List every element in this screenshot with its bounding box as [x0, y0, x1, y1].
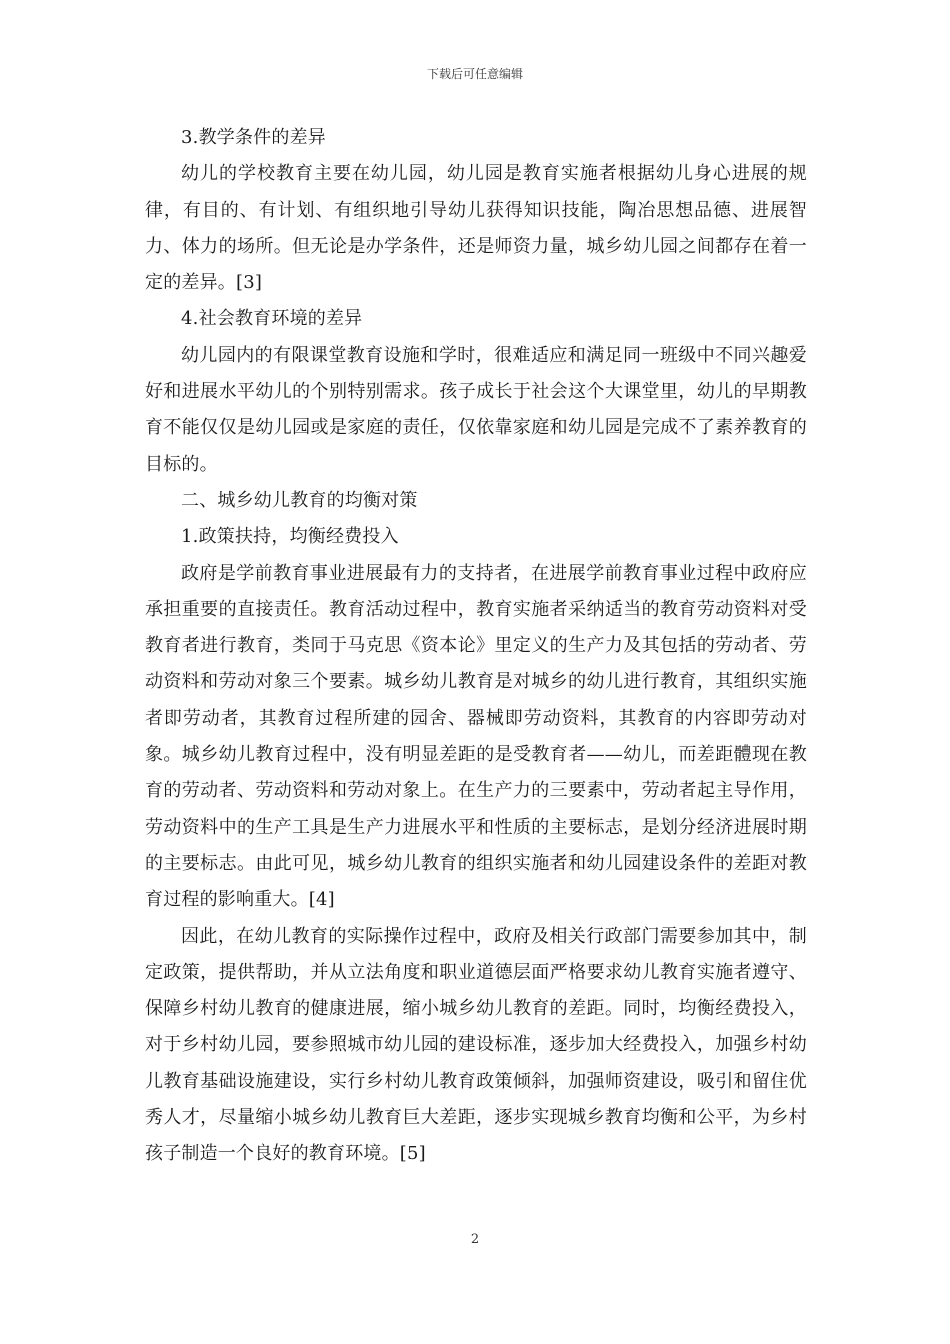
- body-paragraph: 政府是学前教育事业进展最有力的支持者，在进展学前教育事业过程中政府应承担重要的直接责任。教育活动过程中，教育实施者采纳适当的教育劳动资料对受教育者进行教育，类同于马克思《资本论》里定义的生产力及其包括的劳动者、劳动资料和劳动对象三个要素。城乡幼儿教育是对城乡的幼儿进行教育，其组织实施者即劳动者，其教育过程所建的园舍、器械即劳动资料，其教育的内容即劳动对象。城乡幼儿教育过程中，没有明显差距的是受教育者——幼儿，而差距體现在教育的劳动者、劳动资料和劳动对象上。在生产力的三要素中，劳动者起主导作用，劳动资料中的生产工具是生产力进展水平和性质的主要标志，是划分经济进展时期的主要标志。由此可见，城乡幼儿教育的组织实施者和幼儿园建设条件的差距对教育过程的影响重大。[4]: [145, 562, 807, 911]
- subsection-heading-teaching-conditions: 3.教学条件的差异: [181, 127, 326, 148]
- body-paragraph: 幼儿的学校教育主要在幼儿园，幼儿园是教育实施者根据幼儿身心进展的规律，有目的、有计划、有组织地引导幼儿获得知识技能，陶冶思想品德、进展智力、体力的场所。但无论是办学条件，还是师资力量，城乡幼儿园之间都存在着一定的差异。[3]: [145, 163, 807, 294]
- subsection-heading-social-environment: 4.社会教育环境的差异: [181, 308, 363, 330]
- document-body: [145, 120, 807, 1173]
- page-number: 2: [470, 1232, 480, 1247]
- body-paragraph: 幼儿园内的有限课堂教育设施和学时，很难适应和满足同一班级中不同兴趣爱好和进展水平幼儿的个别特别需求。孩子成长于社会这个大课堂里，幼儿的早期教育不能仅仅是幼儿园或是家庭的责任，仅依靠家庭和幼儿园是完成不了素养教育的目标的。: [145, 344, 807, 475]
- page-header: 下载后可任意编辑: [426, 67, 523, 81]
- section-heading-balancing-measures: 二、城乡幼儿教育的均衡对策: [181, 489, 418, 511]
- body-paragraph: 因此，在幼儿教育的实际操作过程中，政府及相关行政部门需要参加其中，制定政策，提供帮助，并从立法角度和职业道德层面严格要求幼儿教育实施者遵守、保障乡村幼儿教育的健康进展，缩小城乡幼儿教育的差距。同时，均衡经费投入，对于乡村幼儿园，要参照城市幼儿园的建设标准，逐步加大经费投入，加强乡村幼儿教育基础设施建设，实行乡村幼儿教育政策倾斜，加强师资建设，吸引和留住优秀人才，尽量缩小城乡幼儿教育巨大差距，逐步实现城乡教育均衡和公平，为乡村孩子制造一个良好的教育环境。[5]: [145, 925, 807, 1165]
- subsection-heading-policy-support: 1.政策扶持，均衡经费投入: [181, 526, 399, 548]
